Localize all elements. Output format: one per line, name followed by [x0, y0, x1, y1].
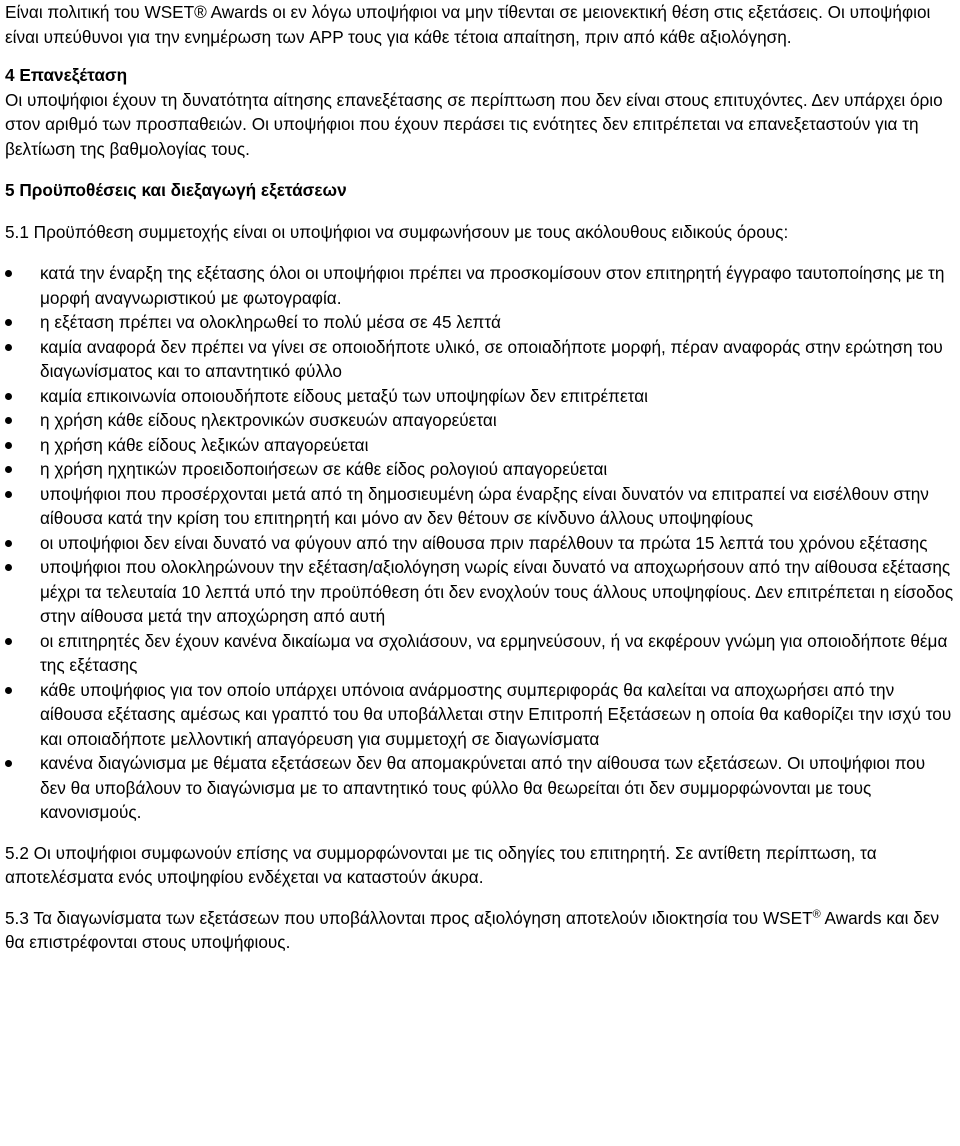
list-item-text: καμία επικοινωνία οποιουδήποτε είδους μεταξύ των υποψηφίων δεν επιτρέπεται [40, 385, 648, 406]
list-item [5, 384, 955, 409]
bullet-icon [5, 760, 12, 767]
list-item [5, 433, 955, 458]
section-4-heading: 4 Επανεξέταση [5, 65, 128, 85]
paragraph-5-3-text: 5.3 Τα διαγωνίσματα των εξετάσεων που υποβάλλονται προς αξιολόγηση αποτελούν ιδιοκτησία του WSET [5, 907, 813, 928]
list-item-text: υποψήφιοι που ολοκληρώνουν την εξέταση/αξιολόγηση νωρίς είναι δυνατό να αποχωρήσουν από την αίθουσα εξέτασης μέχρι τα τελευταία 10 λεπτά υπό την προϋπόθεση ότι δεν ενοχλούν τους άλλους υποψηφίους. Δεν επιτρέπεται η είσοδος στην αίθουσα μετά την αποχώρηση από αυτή [40, 557, 954, 626]
paragraph-5-1: 5.1 Προϋπόθεση συμμετοχής είναι οι υποψήφιοι να συμφωνήσουν με τους ακόλουθους ειδικούς όρους: [5, 221, 789, 242]
list-item [5, 531, 955, 556]
list-item [5, 678, 955, 752]
list-item [5, 310, 955, 335]
list-item-text: οι επιτηρητές δεν έχουν κανένα δικαίωμα να σχολιάσουν, να ερμηνεύσουν, ή να εκφέρουν γνώμη για οποιοδήποτε θέμα της εξέτασης [40, 630, 948, 675]
bullet-icon [5, 466, 12, 473]
section-4-body: Οι υποψήφιοι έχουν τη δυνατότητα αίτησης επανεξέτασης σε περίπτωση που δεν είναι στους επιτυχόντες. Δεν υπάρχει όριο στον αριθμό των προσπαθειών. Οι υποψήφιοι που έχουν περάσει τις ενότητες δεν επιτρέπεται να επανεξεταστούν για τη βελτίωση της βαθμολογίας τους. [5, 89, 943, 159]
list-item-text: καμία αναφορά δεν πρέπει να γίνει σε οποιοδήποτε υλικό, σε οποιαδήποτε μορφή, πέραν αναφοράς στην ερώτηση του διαγωνίσματος και το απαντητικό φύλλο [40, 336, 943, 381]
bullet-icon [5, 687, 12, 694]
list-item [5, 408, 955, 433]
bullet-icon [5, 393, 12, 400]
conditions-list [5, 261, 955, 825]
list-item [5, 751, 955, 825]
list-item [5, 457, 955, 482]
list-item-text: κατά την έναρξη της εξέτασης όλοι οι υποψήφιοι πρέπει να προσκομίσουν στον επιτηρητή έγγραφο ταυτοποίησης με τη μορφή αναγνωριστικού με φωτογραφία. [40, 263, 945, 308]
document-page [5, 0, 955, 1146]
list-item-text: η χρήση ηχητικών προειδοποιήσεων σε κάθε είδος ρολογιού απαγορεύεται [40, 459, 608, 479]
list-item [5, 629, 955, 678]
intro-paragraph: Είναι πολιτική του WSET® Awards οι εν λόγω υποψήφιοι να μην τίθενται σε μειονεκτική θέση στις εξετάσεις. Οι υποψήφιοι είναι υπεύθυνοι για την ενημέρωση των APP τους για κάθε τέτοια απαίτηση, πριν από κάθε αξιολόγηση. [5, 2, 931, 47]
list-item [5, 261, 955, 310]
section-5-heading: 5 Προϋποθέσεις και διεξαγωγή εξετάσεων [5, 180, 347, 200]
list-item [5, 335, 955, 384]
registered-mark: ® [812, 907, 821, 920]
list-item [5, 482, 955, 531]
list-item-text: οι υποψήφιοι δεν είναι δυνατό να φύγουν από την αίθουσα πριν παρέλθουν τα πρώτα 15 λεπτά του χρόνου εξέτασης [40, 532, 928, 553]
list-item [5, 555, 955, 629]
list-item-text: κανένα διαγώνισμα με θέματα εξετάσεων δεν θα απομακρύνεται από την αίθουσα των εξετάσεων. Οι υποψήφιοι που δεν θα υποβάλουν το διαγώνισμα με το απαντητικό τους φύλλο θα θεωρείται ότι δεν συμμορφώνονται με τους κανονισμούς. [40, 753, 926, 822]
list-item-text: η χρήση κάθε είδους λεξικών απαγορεύεται [40, 434, 369, 455]
bullet-icon [5, 491, 12, 498]
list-item-text: η εξέταση πρέπει να ολοκληρωθεί το πολύ μέσα σε 45 λεπτά [40, 312, 501, 332]
list-item-text: η χρήση κάθε είδους ηλεκτρονικών συσκευών απαγορεύεται [40, 410, 497, 430]
bullet-icon [5, 540, 12, 547]
paragraph-5-2: 5.2 Οι υποψήφιοι συμφωνούν επίσης να συμμορφώνονται με τις οδηγίες του επιτηρητή. Σε αντίθετη περίπτωση, τα αποτελέσματα ενός υποψηφίου ενδέχεται να καταστούν άκυρα. [5, 842, 877, 887]
bullet-icon [5, 417, 12, 424]
bullet-icon [5, 564, 12, 571]
list-item-text: υποψήφιοι που προσέρχονται μετά από τη δημοσιευμένη ώρα έναρξης είναι δυνατόν να επιτραπεί να εισέλθουν στην αίθουσα κατά την κρίση του επιτηρητή και μόνο αν δεν θέτουν σε κίνδυνο άλλους υποψηφίους [40, 483, 929, 528]
paragraph-5-3 [5, 906, 955, 955]
bullet-icon [5, 319, 12, 326]
bullet-icon [5, 638, 12, 645]
bullet-icon [5, 344, 12, 351]
list-item-text: κάθε υποψήφιος για τον οποίο υπάρχει υπόνοια ανάρμοστης συμπεριφοράς θα καλείται να αποχωρήσει από την αίθουσα εξέτασης αμέσως και γραπτό του θα υποβάλλεται στην Επιτροπή Εξετάσεων η οποία θα καθορίζει την ισχύ του και οποιαδήποτε μελλοντική απαγόρευση για συμμετοχή σε διαγωνίσματα [40, 679, 952, 749]
bullet-icon [5, 442, 12, 449]
paragraph-5-3-text-end: Awards και δεν θα επιστρέφονται στους υποψήφιους. [5, 907, 940, 952]
bullet-icon [5, 270, 12, 277]
